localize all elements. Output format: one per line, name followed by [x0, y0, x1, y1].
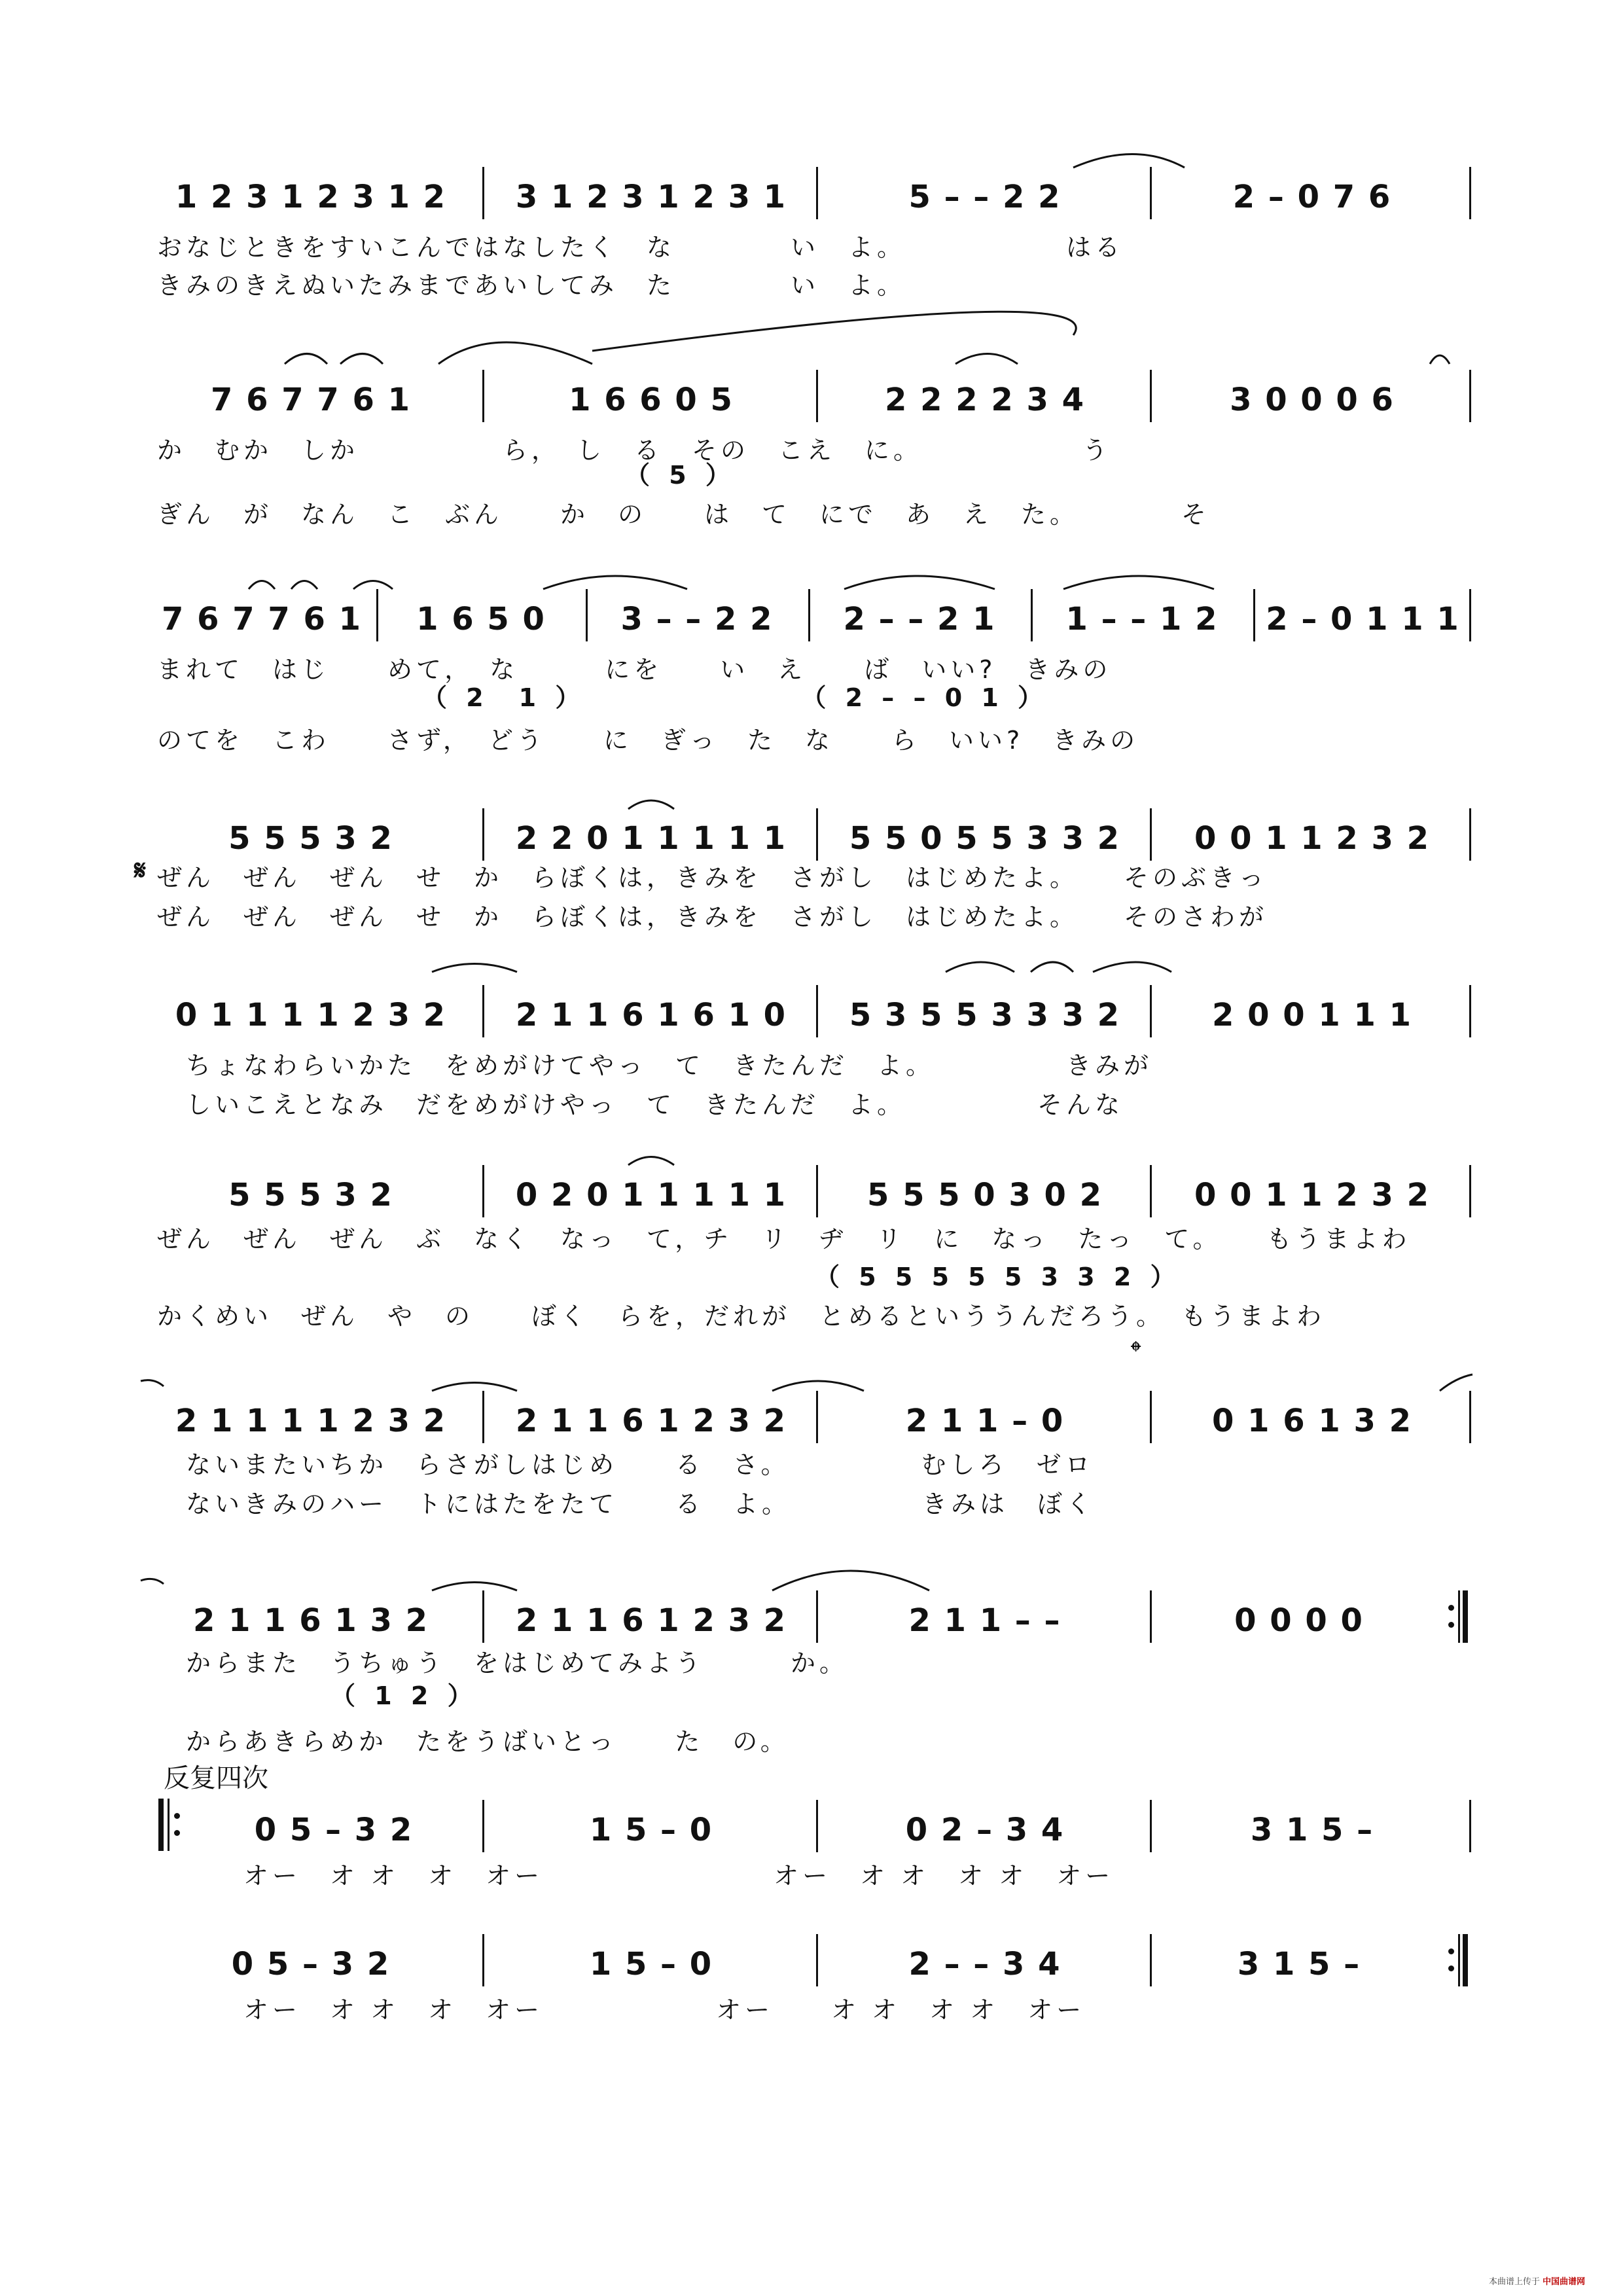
notes-row — [154, 589, 1472, 648]
measure: 7 6 7 7 6 1 — [211, 382, 411, 418]
barline — [482, 370, 484, 422]
measure: 1 2 3 1 2 3 1 2 — [175, 179, 447, 215]
barline — [816, 985, 818, 1037]
notes-row — [154, 985, 1472, 1044]
barline — [482, 1800, 484, 1852]
measure: 5 5 5 0 3 0 2 — [866, 1177, 1103, 1213]
lyric-line-2: しいこえとなみ だをめがけやっ て きたんだ よ。 そんな — [157, 1090, 1124, 1119]
lyric-line-2: ないきみのハー トにはたをたて る よ。 きみは ぼく — [157, 1490, 1096, 1518]
lyric-line-2: からあきらめか たをうばいとっ た の。 — [157, 1727, 789, 1756]
measure: 5 5 5 3 2 — [228, 1177, 393, 1213]
measure: 2 2 0 1 1 1 1 1 — [515, 820, 787, 857]
barline — [482, 985, 484, 1037]
barline — [816, 1590, 818, 1643]
alternate-notes: （ 5 5 5 5 5 3 3 2 ） — [815, 1263, 1181, 1291]
lyric-line-1: オー オ オ オ オー オー オ オ オ オ オー — [157, 1861, 1115, 1890]
lyric-line-1: おなじときをすいこんではなしたく な い よ。 はる — [157, 233, 1124, 262]
barline — [1150, 1800, 1152, 1852]
barline — [816, 808, 818, 861]
coda-sign: 𝄌 — [1131, 1335, 1141, 1369]
barline — [1150, 1391, 1152, 1443]
measure: 0 2 – 3 4 — [905, 1812, 1065, 1848]
measure: 2 1 1 6 1 3 2 — [192, 1602, 429, 1639]
lyric-line-1: ぜん ぜん ぜん せ か らぼくは，きみを さがし はじめたよ。 そのぶきっ — [157, 863, 1268, 892]
lyric-line-2: きみのきえぬいたみまであいしてみ た い よ。 — [157, 271, 906, 300]
barline — [1150, 167, 1152, 219]
measure: 5 – – 2 2 — [908, 179, 1061, 215]
lyric-line-1: からまた うちゅう をはじめてみよう か。 — [157, 1649, 849, 1677]
barline — [816, 370, 818, 422]
barline — [1469, 1391, 1471, 1443]
watermark — [1489, 2274, 1585, 2287]
measure: 0 1 6 1 3 2 — [1212, 1403, 1412, 1439]
repeat-thick-bar — [1463, 1590, 1468, 1643]
barline — [816, 167, 818, 219]
barline — [1150, 1590, 1152, 1643]
measure: 2 – – 3 4 — [908, 1946, 1061, 1982]
notes-row — [154, 1800, 1472, 1859]
segno-sign: 𝄋 — [134, 854, 147, 886]
measure: 2 – 0 7 6 — [1232, 179, 1392, 215]
barline — [1150, 985, 1152, 1037]
barline — [816, 1934, 818, 1986]
measure: 7 6 7 7 6 1 — [162, 601, 362, 637]
notes-row — [154, 1934, 1472, 1993]
measure: 2 – 0 1 1 1 — [1266, 601, 1460, 637]
barline — [1150, 1165, 1152, 1217]
measure: 3 1 2 3 1 2 3 1 — [515, 179, 787, 215]
barline — [482, 167, 484, 219]
repeat-thick-bar — [1463, 1934, 1468, 1986]
barline — [1469, 167, 1471, 219]
repeat-instruction: 反复四次 — [164, 1763, 268, 1793]
repeat-dot — [1448, 1605, 1454, 1611]
measure: 1 5 – 0 — [589, 1812, 713, 1848]
lyric-line-1: か むか しか ら， し る その こえ に。 う — [157, 436, 1112, 465]
lyric-line-1: ちょなわらいかた をめがけてやっ て きたんだ よ。 きみが — [157, 1051, 1153, 1080]
measure: 2 – – 2 1 — [843, 601, 996, 637]
notes-row — [154, 370, 1472, 429]
measure: 0 0 0 0 — [1234, 1602, 1364, 1639]
barline — [482, 1391, 484, 1443]
measure: 2 1 1 6 1 2 3 2 — [515, 1602, 787, 1639]
barline — [808, 589, 810, 641]
barline — [376, 589, 378, 641]
notes-row — [154, 167, 1472, 226]
repeat-end-sign — [1446, 1590, 1472, 1646]
measure: 0 5 – 3 2 — [231, 1946, 391, 1982]
measure: 2 1 1 – 0 — [905, 1403, 1065, 1439]
measure: 2 2 2 2 3 4 — [885, 382, 1085, 418]
lyric-line-1: オー オ オ オ オー オー オ オ オ オ オー — [157, 1996, 1086, 2024]
repeat-thin-bar — [1458, 1934, 1460, 1986]
notes-row — [154, 1391, 1472, 1450]
lyric-line-2: ぜん ぜん ぜん せ か らぼくは，きみを さがし はじめたよ。 そのさわが — [157, 903, 1268, 931]
repeat-dot — [1448, 1622, 1454, 1628]
lyric-line-2: かくめい ぜん や の ぼく らを，だれが とめるといううんだろう。 もうまよわ — [157, 1302, 1326, 1331]
barline — [482, 1934, 484, 1986]
barline — [1253, 589, 1255, 641]
barline — [816, 1391, 818, 1443]
barline — [816, 1165, 818, 1217]
measure: 0 1 1 1 1 2 3 2 — [175, 997, 447, 1033]
measure: 1 5 – 0 — [589, 1946, 713, 1982]
measure: 1 6 5 0 — [416, 601, 546, 637]
barline — [482, 808, 484, 861]
repeat-dot — [1448, 1965, 1454, 1971]
measure: 0 0 1 1 2 3 2 — [1194, 820, 1431, 857]
measure: 3 1 5 – — [1237, 1946, 1361, 1982]
barline — [1469, 370, 1471, 422]
barline — [1150, 1934, 1152, 1986]
alternate-notes: （ 1 2 ） — [330, 1681, 478, 1710]
measure: 2 0 0 1 1 1 — [1212, 997, 1412, 1033]
measure: 0 5 – 3 2 — [254, 1812, 414, 1848]
measure: 2 1 1 6 1 6 1 0 — [515, 997, 787, 1033]
barline — [1469, 589, 1471, 641]
barline — [816, 1800, 818, 1852]
repeat-thin-bar — [1458, 1590, 1460, 1643]
lyric-line-2: のてを こわ さず， どう に ぎっ た な ら いい? きみの — [157, 726, 1139, 755]
alternate-notes: （ 2 1 ） （ 2 – – 0 1 ） — [422, 683, 1048, 712]
measure: 1 6 6 0 5 — [569, 382, 734, 418]
repeat-dot — [1448, 1948, 1454, 1954]
measure: 5 3 5 5 3 3 3 2 — [849, 997, 1121, 1033]
barline — [482, 1590, 484, 1643]
measure: 3 – – 2 2 — [620, 601, 774, 637]
lyric-line-2: ぎん が なん こ ぶん か の は て にで あ え た。 そ — [157, 500, 1211, 529]
watermark-brand: 中国曲谱网 — [1543, 2277, 1586, 2287]
barline — [1469, 1800, 1471, 1852]
measure: 3 1 5 – — [1250, 1812, 1374, 1848]
lyric-line-1: まれて はじ めて， な にを い え ば いい? きみの — [157, 655, 1112, 684]
barline — [1469, 985, 1471, 1037]
measure: 3 0 0 0 6 — [1230, 382, 1395, 418]
barline — [1150, 808, 1152, 861]
barline — [586, 589, 588, 641]
measure: 0 2 0 1 1 1 1 1 — [515, 1177, 787, 1213]
lyric-line-1: ないまたいちか らさがしはじめ る さ。 むしろ ゼロ — [157, 1450, 1094, 1479]
lyric-line-1: ぜん ぜん ぜん ぶ なく なっ て，チ リ ヂ リ に なっ たっ て。 もうまよわ — [157, 1225, 1411, 1253]
measure: 5 5 0 5 5 3 3 2 — [849, 820, 1121, 857]
barline — [1469, 808, 1471, 861]
barline — [1469, 1165, 1471, 1217]
barline — [1031, 589, 1033, 641]
measure: 1 – – 1 2 — [1065, 601, 1219, 637]
barline — [482, 1165, 484, 1217]
watermark-prefix: 本曲谱上传于 — [1489, 2277, 1541, 2287]
measure: 2 1 1 6 1 2 3 2 — [515, 1403, 787, 1439]
measure: 0 0 1 1 2 3 2 — [1194, 1177, 1431, 1213]
measure: 5 5 5 3 2 — [228, 820, 393, 857]
alternate-notes: （ 5 ） — [625, 461, 736, 490]
notes-row — [154, 1590, 1472, 1649]
repeat-end-sign — [1446, 1934, 1472, 1990]
barline — [1150, 370, 1152, 422]
notes-row — [154, 1165, 1472, 1224]
measure: 2 1 1 – – — [908, 1602, 1061, 1639]
measure: 2 1 1 1 1 2 3 2 — [175, 1403, 447, 1439]
